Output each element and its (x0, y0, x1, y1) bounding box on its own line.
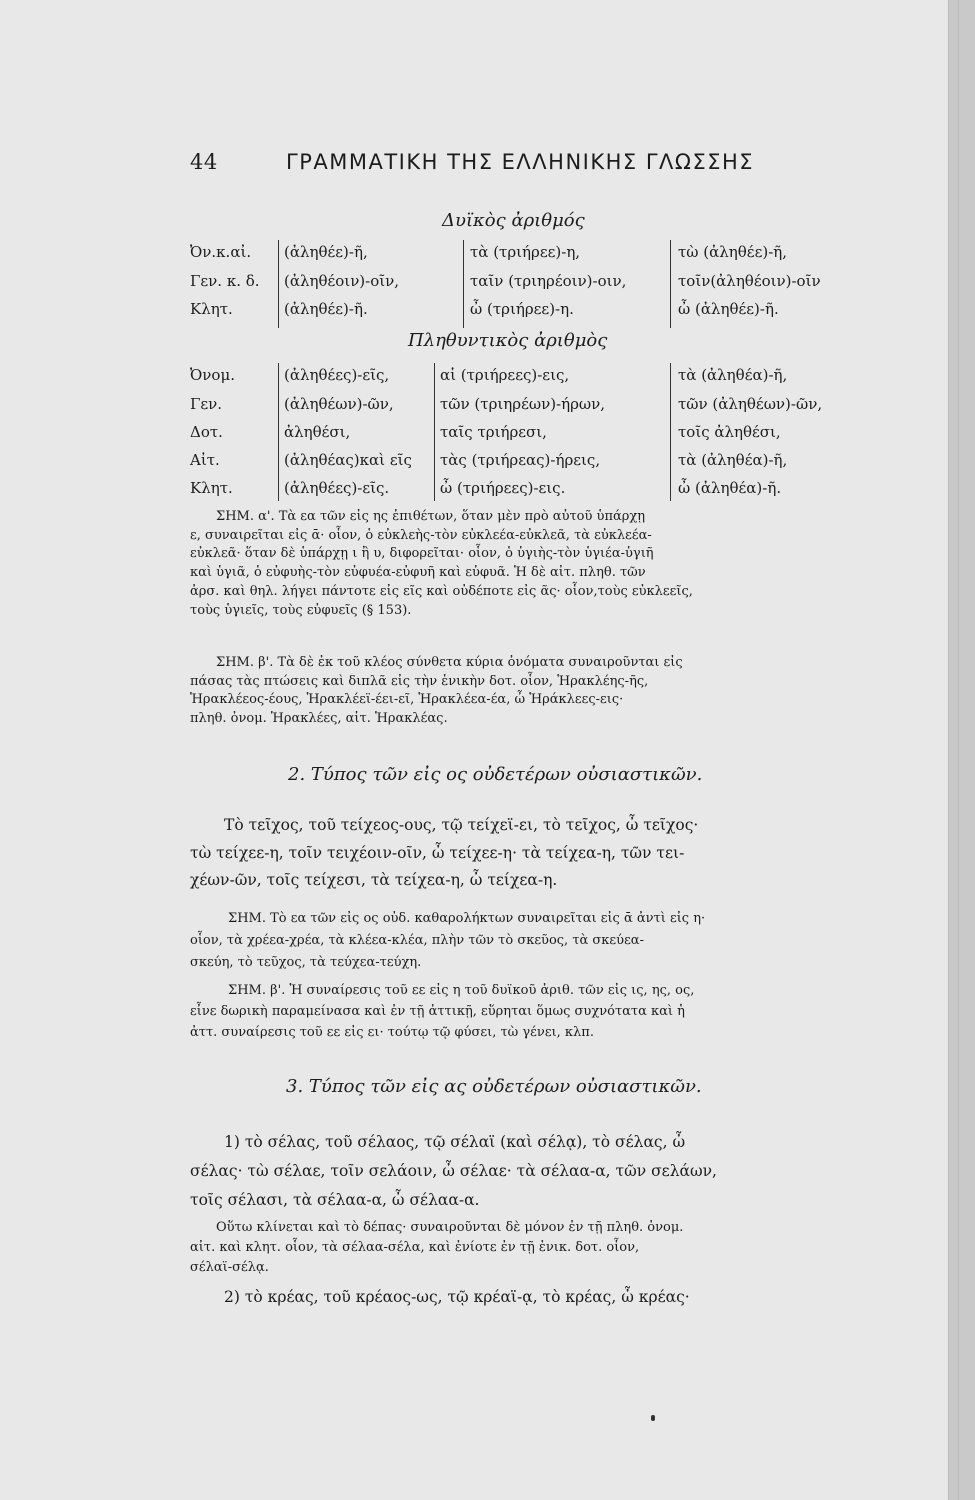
section-3-heading: 3. Τύπος τῶν εἰς ας οὐδετέρων οὐσιαστικῶν. (286, 1076, 702, 1097)
case-label: Ὀν.κ.αἰ. (190, 243, 252, 261)
text-line: χέων-ῶν, τοῖς τείχεσι, τὰ τείχεα-η, ὦ τείχεα-η. (190, 871, 558, 889)
table-cell: ὦ (τριήρεε)-η. (470, 300, 574, 318)
text-line: σέλας· τὼ σέλαε, τοῖν σελάοιν, ὦ σέλαε· τὰ σέλαα-α, τῶν σελάων, (190, 1162, 717, 1180)
text-line: τοὺς ὑγιεῖς, τοὺς εὐφυεῖς (§ 153). (190, 602, 412, 618)
note-a (190, 508, 880, 620)
note-b (190, 654, 880, 729)
table-cell: τοῖς ἀληθέσι, (678, 423, 781, 441)
case-label: Ὀνομ. (190, 366, 235, 384)
case-label: Κλητ. (190, 300, 233, 318)
text-line: ΣΗΜ. β'. Ἡ συναίρεσις τοῦ εε εἰς η τοῦ δυϊκοῦ ἀριθ. τῶν εἰς ις, ης, ος, (228, 983, 695, 998)
ink-speck (651, 1415, 655, 1421)
text-line: εἶνε δωρικὴ παραμείνασα καὶ ἐν τῇ ἀττικῇ, εὕρηται ὅμως συχνότατα καὶ ἡ (190, 1004, 685, 1019)
section-2-text (190, 812, 880, 895)
text-line: Οὕτω κλίνεται καὶ τὸ δέπας· συναιροῦνται δὲ μόνον ἐν τῇ πληθ. ὀνομ. (216, 1220, 684, 1235)
section-3-text-2 (190, 1284, 880, 1312)
text-line: οἷον, τὰ χρέεα-χρέα, τὰ κλέεα-κλέα, πλὴν τῶν τὸ σκεῦος, τὰ σκεύεα- (190, 933, 644, 948)
table-cell: (ἀληθέε)-ῆ, (284, 243, 368, 261)
text-line: τὼ τείχεε-η, τοῖν τειχέοιν-οῖν, ὦ τείχεε-η· τὰ τείχεα-η, τῶν τει- (190, 843, 685, 862)
table-cell: (ἀληθέες)-εῖς. (284, 479, 390, 497)
case-label: Κλητ. (190, 479, 233, 497)
table-cell: (ἀληθέε)-ῆ. (284, 300, 368, 318)
case-label: Γεν. κ. δ. (190, 272, 260, 290)
table-cell: ἀληθέσι, (284, 423, 351, 441)
text-line: ΣΗΜ. β'. Τὰ δὲ ἐκ τοῦ κλέος σύνθετα κύρια ὀνόματα συναιροῦνται εἰς (216, 655, 683, 670)
case-label: Δοτ. (190, 423, 223, 441)
table-cell: τῶν (ἀληθέων)-ῶν, (678, 395, 823, 413)
text-line: πάσας τὰς πτώσεις καὶ διπλᾶ εἰς τὴν ἑνικὴν δοτ. οἷον, Ἡρακλέης-ῆς, (190, 673, 649, 689)
text-line: 2) τὸ κρέας, τοῦ κρέαος-ως, τῷ κρέαϊ-ᾳ, τὸ κρέας, ὦ κρέας· (224, 1288, 690, 1306)
text-line: Τὸ τεῖχος, τοῦ τείχεος-ους, τῷ τείχεϊ-ει, τὸ τεῖχος, ὦ τεῖχος· (224, 816, 699, 834)
table-cell: ὦ (ἀληθέε)-ῆ. (678, 300, 779, 318)
text-line: ἀττ. συναίρεσις τοῦ εε εἰς ει· τούτῳ τῷ φύσει, τὼ γένει, κλπ. (190, 1025, 594, 1040)
case-label: Γεν. (190, 395, 223, 413)
text-line: Ἡρακλέεος-έους, Ἡρακλέεϊ-έει-εῖ, Ἡρακλέεα-έα, ὦ Ἡράκλεες-εις· (190, 692, 624, 708)
section-2-note-2 (190, 980, 880, 1043)
table-cell: τοῖν(ἀληθέοιν)-οῖν (678, 272, 821, 290)
table-cell: τὰ (τριήρεε)-η, (470, 243, 581, 261)
table-cell: (ἀληθέων)-ῶν, (284, 395, 394, 413)
running-title: ΓΡΑΜΜΑΤΙΚΗ ΤΗΣ ΕΛΛΗΝΙΚΗΣ ΓΛΩΣΣΗΣ (286, 150, 755, 174)
table-cell: ὦ (τριήρεες)-εις. (440, 479, 566, 497)
table-rule (278, 240, 279, 328)
table-rule (463, 240, 464, 328)
page-edge-line (958, 0, 959, 1500)
text-line: ΣΗΜ. Τὸ εα τῶν εἰς ος οὐδ. καθαρολήκτων συναιρεῖται εἰς ᾱ ἀντὶ εἰς η· (228, 911, 706, 926)
page-edge-line (948, 0, 949, 1500)
table-cell: (ἀληθέας)καὶ εῖς (284, 451, 412, 469)
table-cell: τὰς (τριήρεας)-ήρεις, (440, 451, 601, 469)
table-cell: τῶν (τριηρέων)-ήρων, (440, 395, 606, 413)
table-cell: ταῖν (τριηρέοιν)-οιν, (470, 272, 627, 290)
table-cell: ὦ (ἀληθέα)-ῆ. (678, 479, 782, 497)
table-cell: (ἀληθέες)-εῖς, (284, 366, 390, 384)
table-cell: τὰ (ἀληθέα)-ῆ, (678, 366, 788, 384)
case-label: Αἰτ. (190, 451, 220, 469)
text-line: σέλαϊ-σέλᾳ. (190, 1260, 269, 1275)
text-line: εὐκλεᾶ· ὅταν δὲ ὑπάρχῃ ι ἢ υ, διφορεῖται· οἷον, ὁ ὑγιὴς-τὸν ὑγιέα-ὑγιῆ (190, 546, 654, 562)
table-cell: τὰ (ἀληθέα)-ῆ, (678, 451, 788, 469)
table-rule (670, 363, 671, 501)
table-cell: ταῖς τριήρεσι, (440, 423, 547, 441)
table-cell: τὼ (ἀληθέε)-ῆ, (678, 243, 788, 261)
text-line: ε, συναιρεῖται εἰς ᾱ· οἷον, ὁ εὐκλεὴς-τὸν εὐκλεέα-εὐκλεᾶ, τὰ εὐκλεέα- (190, 527, 652, 543)
page-number: 44 (190, 150, 218, 174)
dual-heading: Δυϊκὸς ἀριθμός (442, 210, 585, 231)
text-line: 1) τὸ σέλας, τοῦ σέλαος, τῷ σέλαϊ (καὶ σέλᾳ), τὸ σέλας, ὦ (224, 1133, 686, 1151)
table-rule (670, 240, 671, 328)
table-rule (278, 363, 279, 501)
section-3-text-1 (190, 1128, 880, 1215)
plural-heading: Πληθυντικὸς ἀριθμὸς (408, 330, 608, 351)
text-line: σκεύη, τὸ τεῦχος, τὰ τεύχεα-τεύχη. (190, 955, 422, 970)
text-line: αἰτ. καὶ κλητ. οἷον, τὰ σέλαα-σέλα, καὶ ἐνίοτε ἐν τῇ ἑνικ. δοτ. οἷον, (190, 1240, 640, 1255)
text-line: πληθ. ὀνομ. Ἡρακλέες, αἰτ. Ἡρακλέας. (190, 711, 448, 727)
section-2-heading: 2. Τύπος τῶν εἰς ος οὐδετέρων οὐσιαστικῶν. (288, 764, 703, 785)
page-edge (948, 0, 975, 1500)
table-cell: (ἀληθέοιν)-οῖν, (284, 272, 400, 290)
text-line: τοῖς σέλασι, τὰ σέλαα-α, ὦ σέλαα-α. (190, 1191, 480, 1209)
table-cell: αἱ (τριήρεες)-εις, (440, 366, 570, 384)
table-rule (434, 363, 435, 501)
text-line: ἀρσ. καὶ θηλ. λήγει πάντοτε εἰς εῖς καὶ οὐδέποτε εἰς ᾶς· οἷον,τοὺς εὐκλεεῖς, (190, 583, 693, 599)
section-3-note (190, 1218, 880, 1278)
text-line: καὶ ὑγιᾶ, ὁ εὐφυὴς-τὸν εὐφυέα-εὐφυῆ καὶ εὐφυᾶ. Ἡ δὲ αἰτ. πληθ. τῶν (190, 565, 646, 581)
text-line: ΣΗΜ. α'. Τὰ εα τῶν εἰς ης ἐπιθέτων, ὅταν μὲν πρὸ αὐτοῦ ὑπάρχῃ (216, 509, 646, 524)
section-2-note-1 (190, 908, 880, 974)
